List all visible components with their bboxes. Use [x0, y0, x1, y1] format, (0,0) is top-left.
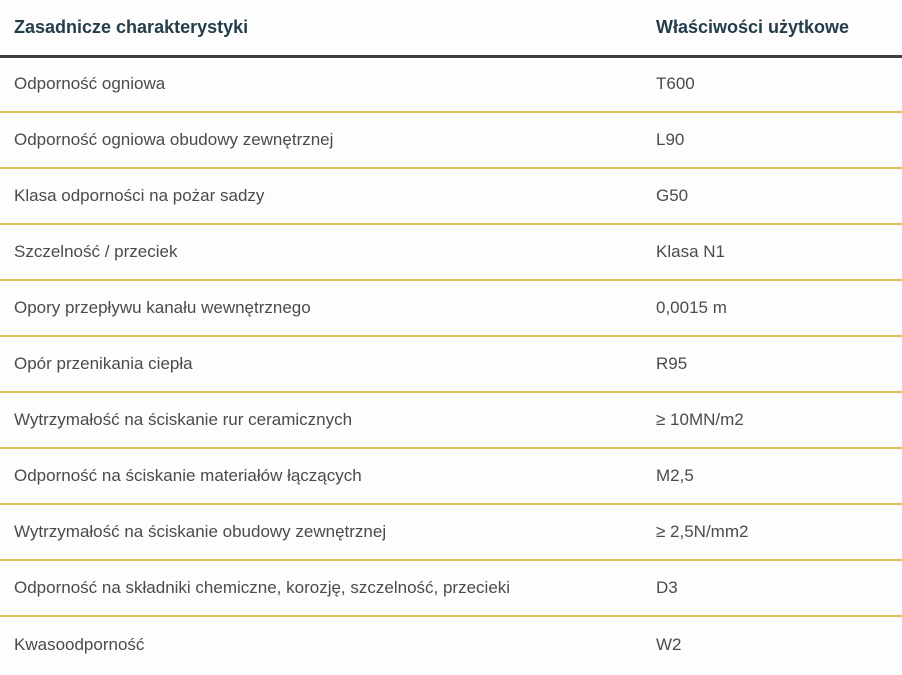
header-row: [0, 0, 902, 56]
table-row: [0, 112, 902, 168]
row-label: Odporność na składniki chemiczne, korozję, szczelność, przecieki: [0, 560, 656, 616]
row-label: Kwasoodporność: [0, 616, 656, 672]
table-body: [0, 56, 902, 672]
row-value: T600: [656, 74, 695, 94]
table-header: [0, 0, 902, 56]
row-label: Odporność na ściskanie materiałów łączących: [0, 448, 656, 504]
table-row: [0, 448, 902, 504]
row-label: Odporność ogniowa: [14, 74, 166, 94]
row-value: 0,0015 m: [656, 280, 902, 336]
row-label: Szczelność / przeciek: [0, 224, 656, 280]
row-label: Opór przenikania ciepła: [0, 336, 656, 392]
row-value: ≥ 2,5N/mm2: [656, 504, 902, 560]
column-header-properties: Właściwości użytkowe: [656, 0, 902, 56]
row-value: R95: [656, 336, 902, 392]
row-label: Klasa odporności na pożar sadzy: [0, 168, 656, 224]
row-label: Wytrzymałość na ściskanie obudowy zewnętrznej: [0, 504, 656, 560]
row-value: W2: [656, 616, 902, 672]
table-row: [0, 56, 902, 112]
table-row: [0, 224, 902, 280]
row-value: Klasa N1: [656, 224, 902, 280]
table-row: [0, 560, 902, 616]
row-value: ≥ 10MN/m2: [656, 392, 902, 448]
row-label: Opory przepływu kanału wewnętrznego: [0, 280, 656, 336]
table-row: [0, 336, 902, 392]
row-value: G50: [656, 168, 902, 224]
row-value: L90: [656, 112, 902, 168]
row-label: Odporność ogniowa obudowy zewnętrznej: [0, 112, 656, 168]
row-label: Wytrzymałość na ściskanie rur ceramicznych: [0, 392, 656, 448]
table-row: [0, 168, 902, 224]
table-row: [0, 392, 902, 448]
table-row: [0, 616, 902, 672]
column-header-characteristics: Zasadnicze charakterystyki: [0, 0, 656, 56]
table-row: [0, 280, 902, 336]
row-value: D3: [656, 560, 902, 616]
row-value: M2,5: [656, 448, 902, 504]
table-row: [0, 504, 902, 560]
